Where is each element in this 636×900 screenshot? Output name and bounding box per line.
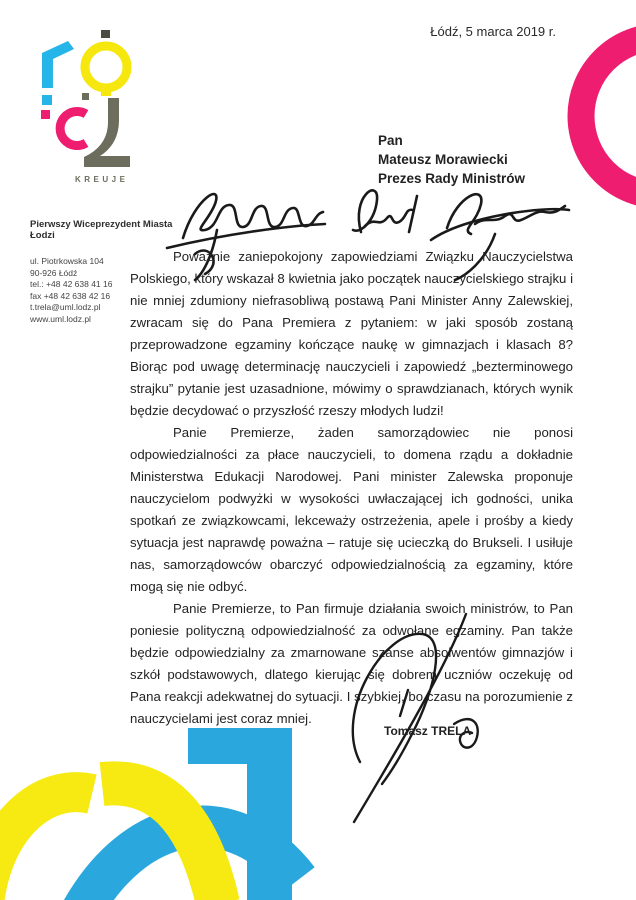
bottom-logo-decoration	[0, 722, 480, 900]
logo-letter-l-icon	[42, 41, 74, 88]
recipient-salutation-word: Pan	[378, 133, 403, 148]
sender-title: Pierwszy Wiceprezydent Miasta Łodzi	[30, 219, 173, 241]
sender-website: www.uml.lodz.pl	[30, 313, 91, 324]
paragraph-3: Panie Premierze, to Pan firmuje działania swoich ministrów, to Pan poniesie polityczną odpowiedzialność za odwołane egzaminy. Pan także będzie odpowiedzialny za zmarnowane szanse absolwentów gimnazjów i szkół podstawowych, dlatego kierując się dobrem uczniów oczekuję od Pana reakcji adekwatnej do sytuacji. I szybkiej, bo czasu na porozumienie z nauczycielami jest coraz mniej.	[130, 601, 573, 726]
signature-name: Tomasz TRELA	[384, 724, 472, 738]
sender-phone: tel.: +48 42 638 41 16	[30, 279, 113, 289]
date-line: Łódź, 5 marca 2019 r.	[430, 24, 556, 39]
sender-email: t.trela@uml.lodz.pl	[30, 302, 101, 312]
sender-fax: fax +48 42 638 42 16	[30, 290, 111, 301]
recipient-role: Prezes Rady Ministrów	[378, 171, 526, 186]
sender-street: ul. Piotrkowska 104	[30, 256, 104, 266]
logo-kreuje-label: KREUJE	[75, 175, 129, 184]
sender-city: 90-926 Łódź	[30, 267, 78, 278]
paragraph-1: Poważnie zaniepokojony zapowiedziami Związku Nauczycielstwa Polskiego, który wskazał 8 kwietnia jako początek nauczycielskiego strajku i nie mniej zdumiony niefrasobliwą postawą Pani Minister Anny Zalewskiej, zwracam się do Pana Premiera z pytaniem: w jaki sposób zostaną przeprowadzone egzaminy kończące naukę w gimnazjach i klasach 8? Biorąc pod uwagę determinację nauczycieli i zapowiedź „bezterminowego strajku” pytanie jest uzasadnione, mówimy o sprawdzianach, których wynik będzie decydować o przyszłość rzeszy młodych ludzi!	[130, 249, 573, 418]
paragraph-2: Panie Premierze, żaden samorządowiec nie ponosi odpowiedzialności za płace nauczycieli, to domena rządu a dokładnie Ministerstwa Edukacji Narodowej. Pani minister Zalewska proponuje nauczycielom podwyżki w wysokości uwłaczającej ich godności, unika spotkań ze związkowcami, lekceważy ostrzeżenia, apele i prośby a kiedy sytuacja jest naprawdę poważna – ratuje się ucieczką do Brukseli. I usiłuje nas, samorządowców obarczyć odpowiedzialnością za egzaminy, które mogą się nie odbyć.	[130, 425, 573, 594]
lodz-kreuje-logo	[28, 30, 153, 188]
recipient-name: Mateusz Morawiecki	[378, 152, 508, 167]
